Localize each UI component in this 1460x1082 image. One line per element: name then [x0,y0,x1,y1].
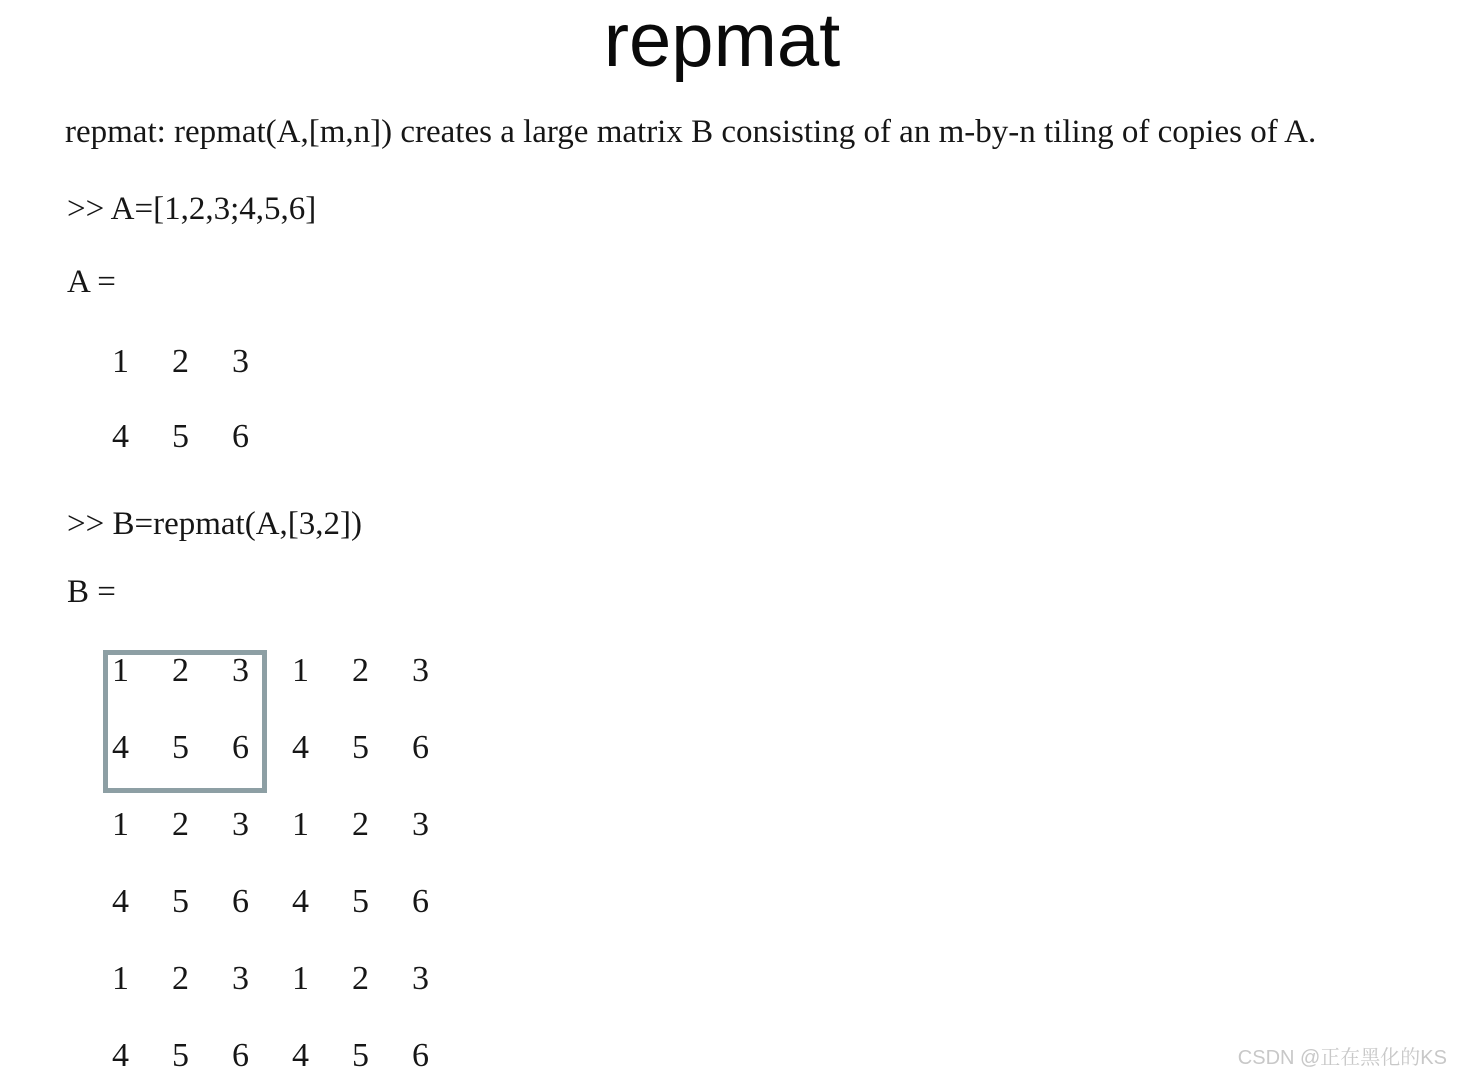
matrix-row [112,324,292,399]
matrix-value: 3 [412,960,429,997]
matrix-b-label: B = [67,574,116,610]
matrix-value: 2 [172,806,189,843]
matrix-value: 1 [292,960,309,997]
matrix-value: 6 [232,418,249,455]
matrix-value: 5 [172,418,189,455]
matrix-value: 4 [112,1037,129,1074]
matrix-value: 6 [232,883,249,920]
matrix-value: 2 [172,960,189,997]
matrix-row [112,1017,472,1082]
matrix-value: 6 [412,729,429,766]
matrix-value: 5 [352,883,369,920]
matrix-value: 2 [352,652,369,689]
matrix-value: 4 [112,883,129,920]
matrix-value: 6 [232,1037,249,1074]
matrix-b-values [112,632,472,1082]
matrix-value: 5 [172,883,189,920]
matrix-value: 4 [292,729,309,766]
matrix-value: 1 [112,652,129,689]
matrix-value: 2 [172,343,189,380]
page-title: repmat [603,0,841,83]
matrix-row [112,863,472,940]
matrix-value: 3 [232,806,249,843]
matrix-a-values [112,324,292,474]
matrix-value: 6 [232,729,249,766]
matrix-row [112,399,292,474]
matrix-value: 2 [172,652,189,689]
matrix-row [112,786,472,863]
matrix-value: 3 [412,652,429,689]
matrix-value: 2 [352,806,369,843]
matrix-value: 1 [112,806,129,843]
matrix-value: 3 [232,960,249,997]
repmat-description-text: repmat: repmat(A,[m,n]) creates a large matrix B consisting of an m-by-n tiling of copies of A. [65,114,1317,150]
matrix-value: 2 [352,960,369,997]
matrix-value: 6 [412,883,429,920]
matrix-value: 3 [232,652,249,689]
matrix-value: 3 [412,806,429,843]
matrix-a-label: A = [67,264,116,300]
matrix-value: 3 [232,343,249,380]
matrix-row [112,940,472,1017]
csdn-watermark: CSDN @正在黑化的KS [1237,1047,1447,1069]
matrix-value: 6 [412,1037,429,1074]
matrix-value: 5 [172,1037,189,1074]
matrix-value: 1 [292,806,309,843]
console-command-define-a: >> A=[1,2,3;4,5,6] [67,191,317,227]
matrix-value: 1 [292,652,309,689]
matrix-value: 5 [352,729,369,766]
matrix-value: 1 [112,960,129,997]
matrix-row [112,709,472,786]
matrix-value: 5 [172,729,189,766]
matrix-row [112,632,472,709]
matrix-value: 1 [112,343,129,380]
matrix-value: 4 [112,729,129,766]
matrix-value: 4 [292,883,309,920]
matrix-value: 4 [112,418,129,455]
matrix-value: 4 [292,1037,309,1074]
matrix-value: 5 [352,1037,369,1074]
console-command-repmat-b: >> B=repmat(A,[3,2]) [67,506,363,542]
